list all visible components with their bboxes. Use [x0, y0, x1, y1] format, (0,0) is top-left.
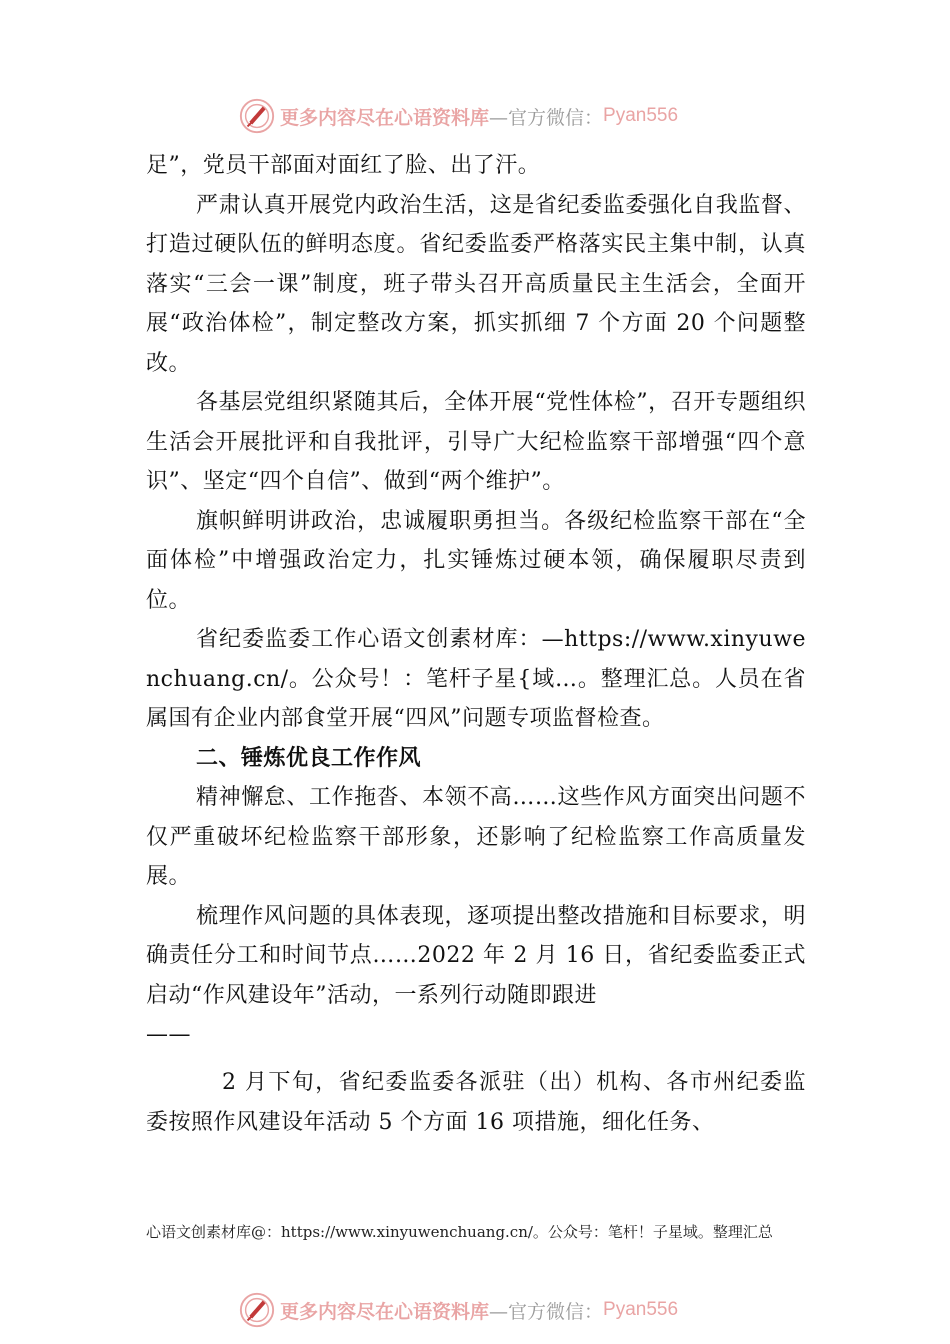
banner-text: 更多内容尽在心语资料库 [280, 106, 490, 129]
header-banner [238, 96, 738, 136]
paragraph: 省纪委监委工作心语文创素材库：—https://www.xinyuwenchuang.cn/。公众号！：笔杆子星{域…。整理汇总。人员在省属国有企业内部食堂开展“四风”问题专项监督检查。 [146, 627, 806, 731]
paragraph: 精神懈怠、工作拖沓、本领不高……这些作风方面突出问题不仅严重破坏纪检监察干部形象，还影响了纪检监察工作高质量发展。 [146, 785, 806, 889]
dash-line: —— [146, 1022, 191, 1047]
paragraph: 各基层党组织紧随其后，全体开展“党性体检”，召开专题组织生活会开展批评和自我批评，引导广大纪检监察干部增强“四个意识”、坚定“四个自信”、做到“两个维护”。 [146, 390, 806, 494]
banner-separator: —官方微信： [489, 106, 604, 129]
banner-wechat-id: Pyan556 [603, 1299, 679, 1320]
document-body [146, 146, 806, 1142]
paragraph: 梳理作风问题的具体表现，逐项提出整改措施和目标要求，明确责任分工和时间节点……2022 年 2 月 16 日，省纪委监委正式启动“作风建设年”活动，一系列行动随即跟进 [146, 903, 806, 1008]
section-heading: 二、锤炼优良工作作风 [196, 745, 422, 771]
paragraph: 严肃认真开展党内政治生活，这是省纪委监委强化自我监督、打造过硬队伍的鲜明态度。省纪委监委严格落实民主集中制，认真落实“三会一课”制度，班子带头召开高质量民主生活会，全面开展“政治体检”，制定整改方案，抓实抓细 7 个方面 20 个问题整改。 [146, 192, 806, 376]
paragraph: 2 月下旬，省纪委监委各派驻（出）机构、各市州纪委监委按照作风建设年活动 5 个方面 16 项措施，细化任务、 [146, 1070, 806, 1135]
footer-banner [238, 1290, 738, 1330]
logo-icon [238, 97, 276, 135]
paragraph: 足”，党员干部面对面红了脸、出了汗。 [146, 153, 541, 178]
logo-icon [238, 1291, 276, 1329]
banner-separator: —官方微信： [489, 1300, 604, 1323]
banner-text: 更多内容尽在心语资料库 [280, 1300, 490, 1323]
paragraph: 旗帜鲜明讲政治，忠诚履职勇担当。各级纪检监察干部在“全面体检”中增强政治定力，扎实锤炼过硬本领，确保履职尽责到位。 [146, 508, 806, 613]
banner-wechat-id: Pyan556 [603, 105, 679, 126]
footer-note: 心语文创素材库@：https://www.xinyuwenchuang.cn/。公众号：笔杆！子星域。整理汇总 [146, 1223, 773, 1241]
